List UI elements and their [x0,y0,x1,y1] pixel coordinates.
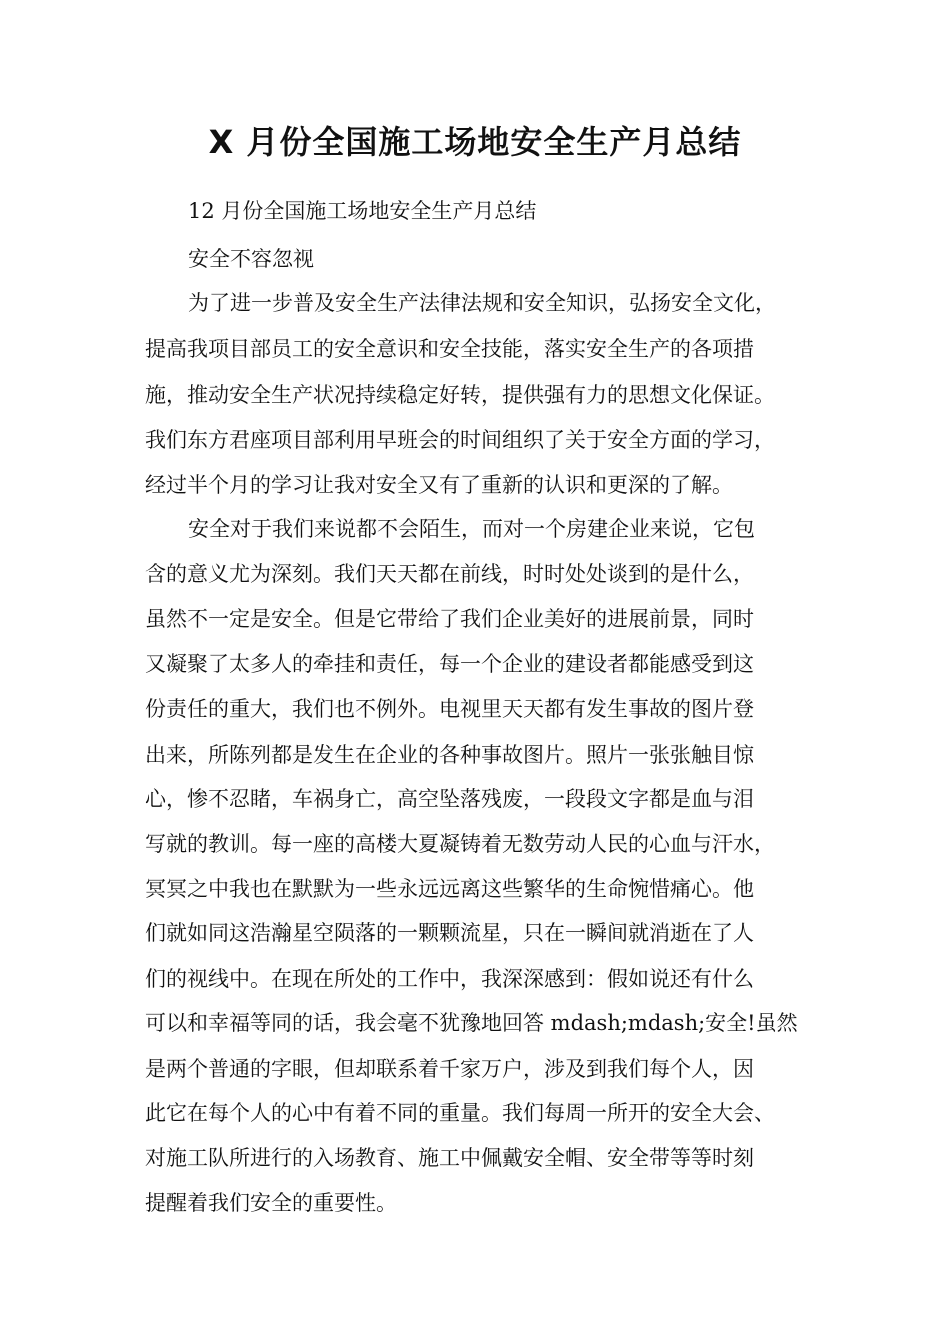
document-title: X 月份全国施工场地安全生产月总结 [208,123,742,161]
paragraph-line: 安全对于我们来说都不会陌生，而对一个房建企业来说，它包 [188,517,755,541]
paragraph-line: 写就的教训。每一座的高楼大夏凝铸着无数劳动人民的心血与汗水， [145,832,775,856]
paragraph-line: 施，推动安全生产状况持续稳定好转，提供强有力的思想文化保证。 [145,383,775,407]
paragraph-line: 可以和幸福等同的话，我会毫不犹豫地回答 mdash;mdash;安全!虽然 [145,1011,798,1035]
paragraph-line: 冥冥之中我也在默默为一些永远远离这些繁华的生命惋惜痛心。他 [145,877,754,901]
paragraph-line: 是两个普通的字眼，但却联系着千家万户，涉及到我们每个人，因 [145,1057,754,1081]
paragraph-line: 又凝聚了太多人的牵挂和责任，每一个企业的建设者都能感受到这 [145,652,754,676]
paragraph-line: 提高我项目部员工的安全意识和安全技能，落实安全生产的各项措 [145,337,754,361]
paragraph-line: 我们东方君座项目部利用早班会的时间组织了关于安全方面的学习， [145,428,775,452]
paragraph-line: 们的视线中。在现在所处的工作中，我深深感到：假如说还有什么 [145,967,754,991]
paragraph-line: 份责任的重大，我们也不例外。电视里天天都有发生事故的图片登 [145,697,754,721]
paragraph-line: 虽然不一定是安全。但是它带给了我们企业美好的进展前景，同时 [145,607,754,631]
paragraph-line: 含的意义尤为深刻。我们天天都在前线，时时处处谈到的是什么， [145,562,754,586]
paragraph-line: 为了进一步普及安全生产法律法规和安全知识，弘扬安全文化， [188,291,776,315]
paragraph-line: 们就如同这浩瀚星空陨落的一颗颗流星，只在一瞬间就消逝在了人 [145,921,754,945]
paragraph-line: 对施工队所进行的入场教育、施工中佩戴安全帽、安全带等等时刻 [145,1146,754,1170]
section-heading: 安全不容忽视 [188,247,314,271]
paragraph-line: 此它在每个人的心中有着不同的重量。我们每周一所开的安全大会、 [145,1101,775,1125]
paragraph-line: 心，惨不忍睹，车祸身亡，高空坠落残废，一段段文字都是血与泪 [145,787,754,811]
paragraph-line: 提醒着我们安全的重要性。 [145,1191,397,1215]
paragraph-line: 经过半个月的学习让我对安全又有了重新的认识和更深的了解。 [145,473,733,497]
paragraph-line: 出来，所陈列都是发生在企业的各种事故图片。照片一张张触目惊 [145,743,754,767]
document-subtitle: 12 月份全国施工场地安全生产月总结 [188,199,537,223]
